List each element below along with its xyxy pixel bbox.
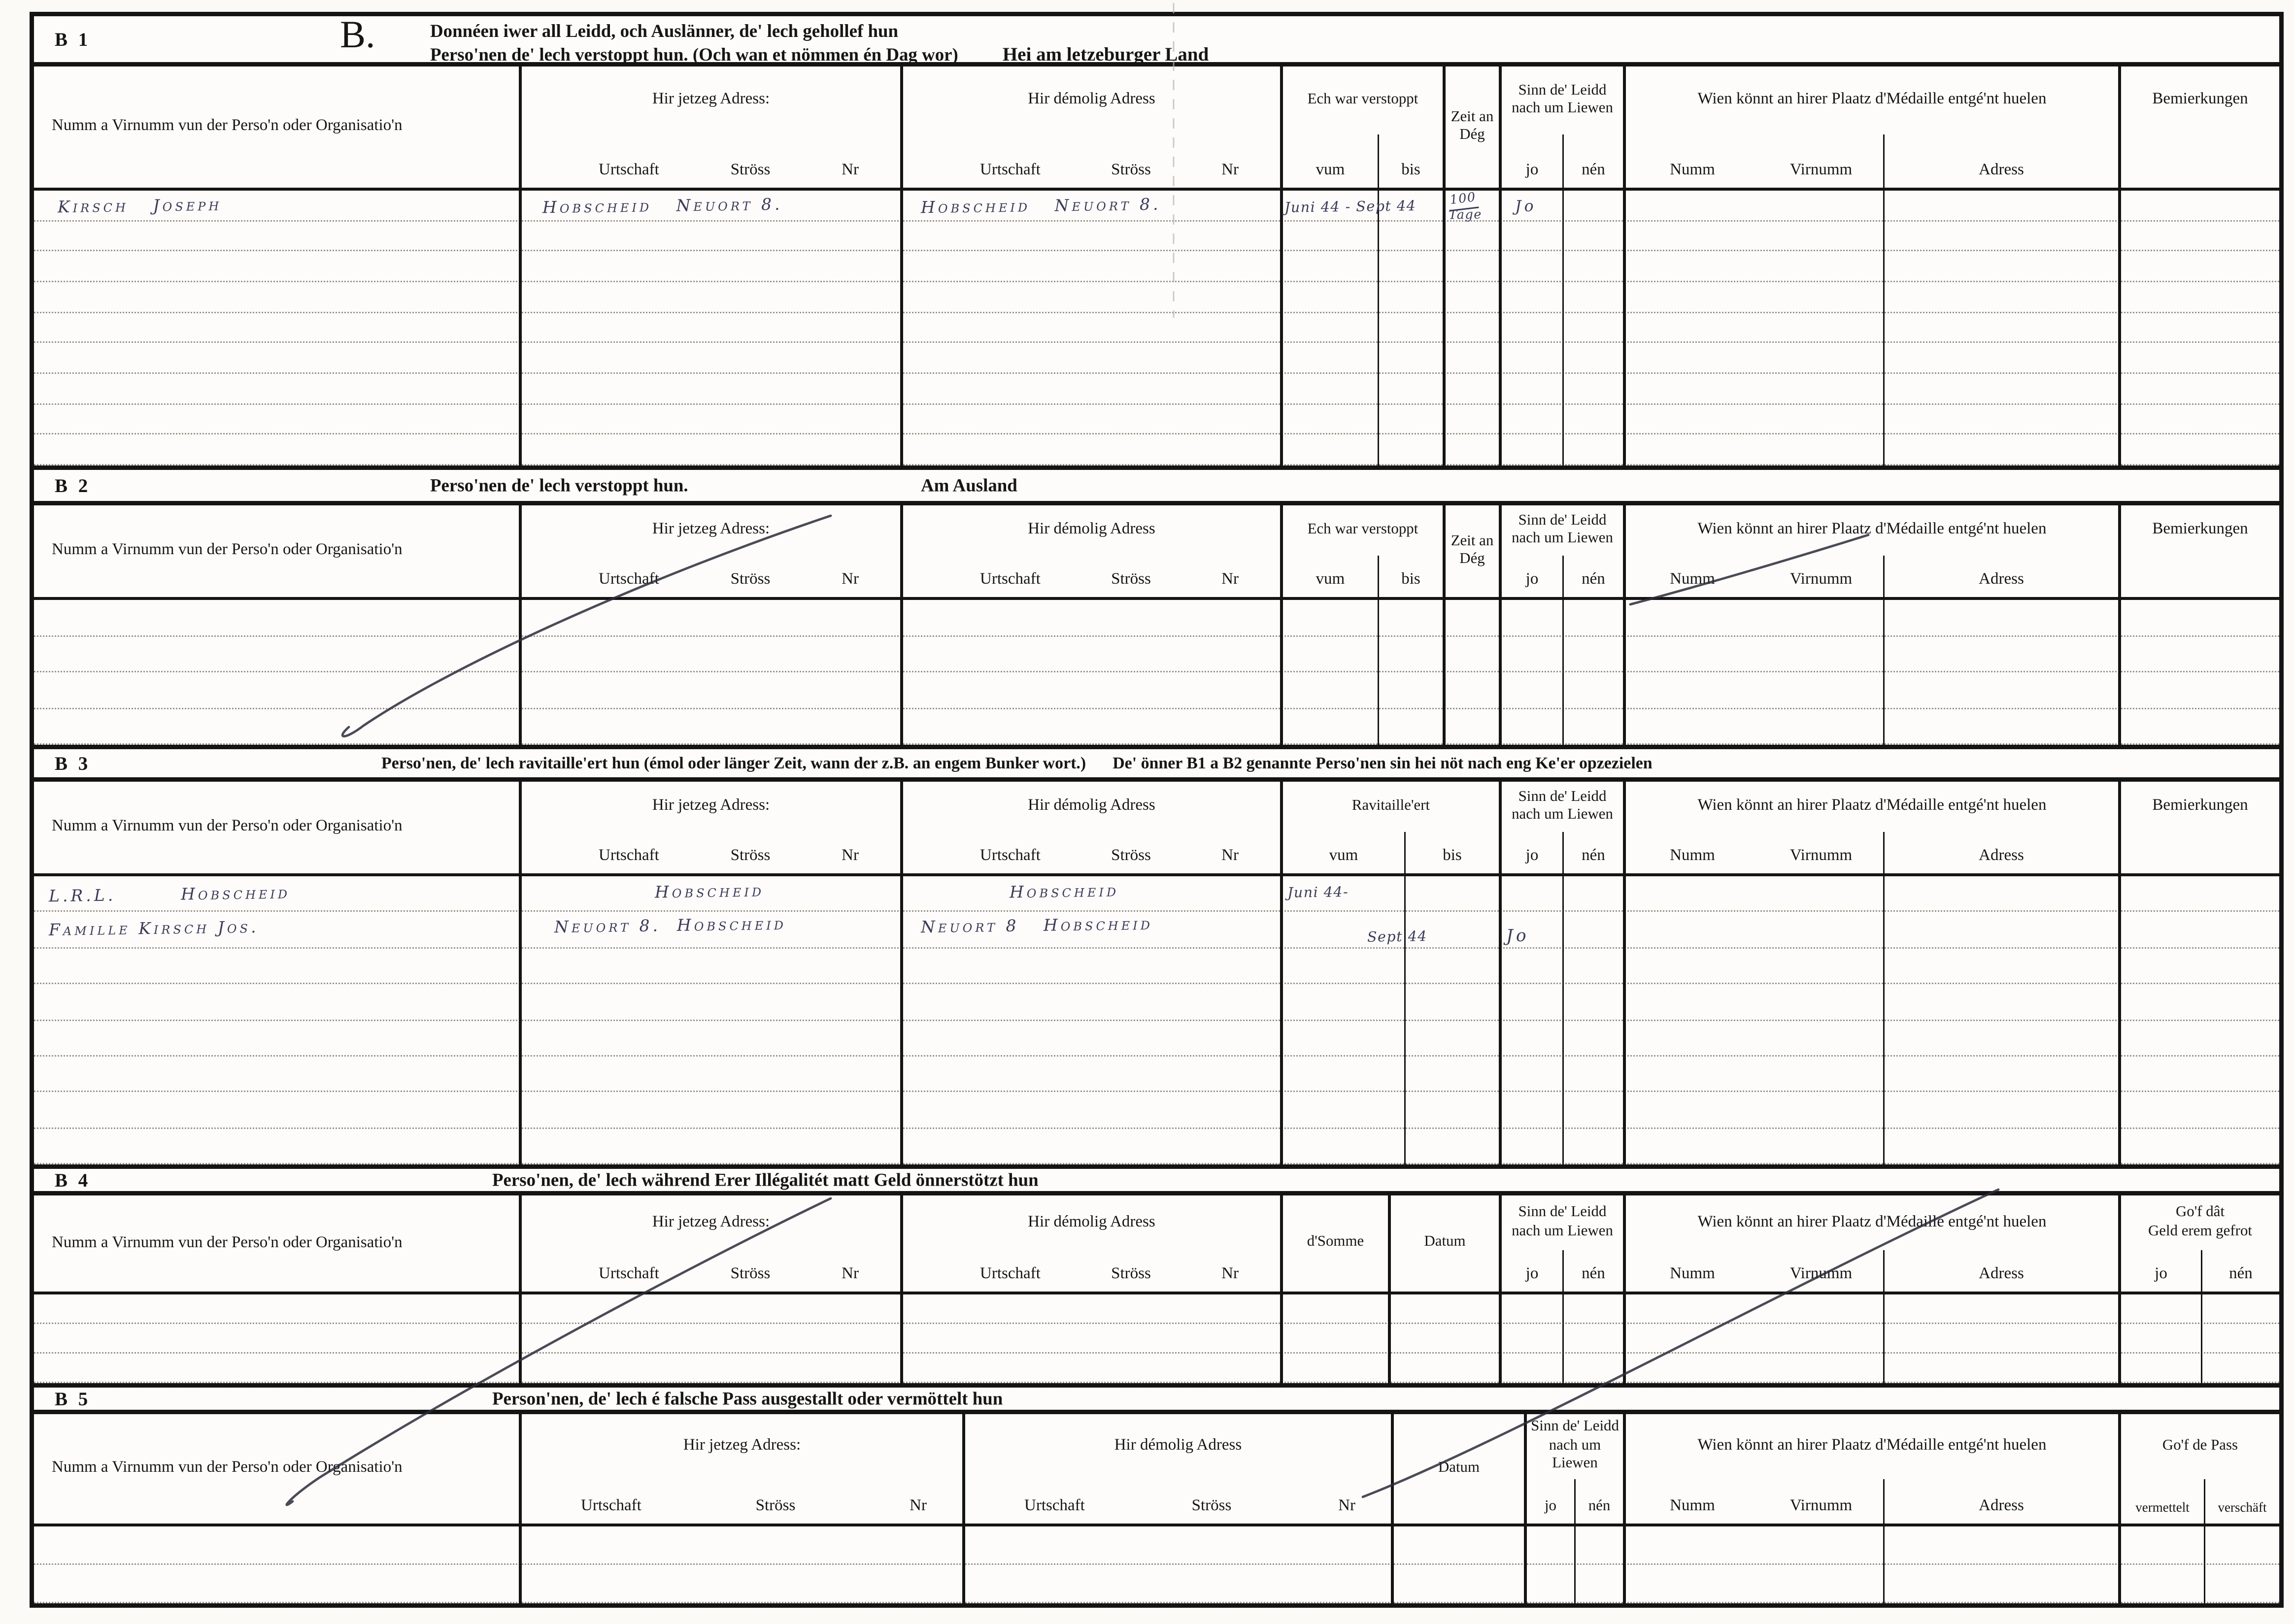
section-b1-title-line2: Perso'nen de' lech verstoppt hun. (Och wan et nömmen én Dag wor) [430,44,958,65]
b4-col-former-address: Hir démolig Adress [903,1195,1283,1250]
b2-body [34,600,2279,745]
sub-nr: Nr [842,570,859,588]
b1-col-name: Numm a Virnumm vun der Perso'n oder Organisatio'n [34,66,522,188]
b2-col-current-address-subs [522,556,903,597]
sub-nr: Nr [842,1264,859,1283]
b3-col-current-address: Hir jetzeg Adress: [522,782,903,832]
sub-numm: Numm [1670,1496,1715,1515]
b1-col-former-address-subs [903,134,1283,188]
col-rule [1283,191,1379,465]
sub-urtschaft: Urtschaft [599,1264,659,1283]
b5-column-header [34,1414,2279,1526]
col-rule [965,1526,1394,1603]
col-rule [1885,876,2121,1164]
b4-col-name: Numm a Virnumm vun der Perso'n oder Organisatio'n [34,1195,522,1292]
sub-virnumm: Virnumm [1759,832,1885,873]
sub-stross: Ströss [1111,570,1151,588]
b5-col-former-address-subs [965,1479,1394,1524]
b4-col-medal: Wien könnt an hirer Plaatz d'Médaille entgé'nt huelen [1626,1195,2121,1250]
col-rule [1576,1526,1626,1603]
b1-entry-former-address-handwriting: Hobscheid Neuort 8. [920,195,1161,218]
col-rule [1391,1294,1502,1383]
b1-col-alive: Sinn de' Leidd nach um Liewen [1502,66,1626,134]
section-b1-title-suffix: Hei am letzeburger Land [1002,43,1209,65]
sub-bis: bis [1379,134,1446,188]
b2-col-alive: Sinn de' Leidd nach um Liewen [1502,505,1626,556]
sub-numm: Numm [1670,1264,1715,1283]
b3-entry-current1-handwriting: Hobscheid [654,881,765,902]
col-rule [1379,600,1446,745]
sub-adress: Adress [1885,1479,2121,1524]
b1-entry-alive-handwriting: Jo [1515,198,1537,216]
b3-entry-vum-handwriting: Juni 44- [1287,885,1349,902]
col-rule [1283,600,1379,745]
b4-col-money-returned [2121,1195,2279,1250]
sub-adress: Adress [1885,832,2121,873]
b1-col-current-address-subs [522,134,903,188]
b2-col-current-address: Hir jetzeg Adress: [522,505,903,556]
b5-col-current-address: Hir jetzeg Adress: [522,1414,965,1479]
sub-urtschaft: Urtschaft [980,846,1041,864]
col-rule [1885,1526,2121,1603]
b4-gof-line1: Go'f dât [2175,1204,2225,1221]
sub-adress: Adress [1885,134,2121,188]
b2-column-header [34,505,2279,600]
section-b1-label: B 1 [55,27,91,50]
b3-col-remarks: Bemierkungen [2152,797,2248,815]
col-rule [1885,191,2121,465]
col-rule [1626,191,1759,465]
col-rule [522,1294,903,1383]
col-rule [1502,600,1564,745]
col-rule [1446,191,1502,465]
sub-vum: vum [1283,832,1406,873]
col-rule [1406,876,1502,1164]
sub-virnumm: Virnumm [1759,134,1885,188]
b3-entry-name1-handwriting: L.R.L. Hobscheid [48,883,291,906]
b1-column-header [34,66,2279,191]
section-b3-title-bar [34,745,2279,782]
b2-col-zeit: Zeit an Dég [1446,505,1502,597]
col-rule [522,1526,965,1603]
b2-col-medal: Wien könnt an hirer Plaatz d'Médaille entgé'nt huelen [1626,505,2121,556]
b2-body-columns [34,600,2279,745]
section-b3-label: B 3 [55,751,91,774]
b3-entry-name2-handwriting: Famille Kirsch Jos. [48,918,259,940]
section-b1-title-line1: Donnéen iwer all Leidd, och Auslänner, de' lech gehollef hun [430,21,899,41]
sub-nr: Nr [1221,1264,1239,1283]
sub-numm: Numm [1670,570,1715,588]
sub-jo: jo [1502,134,1564,188]
section-b3-title: Perso'nen, de' lech ravitaille'ert hun (émol oder länger Zeit, wann der z.B. an engem Bunker wort.) [381,754,1086,772]
b4-column-header [34,1195,2279,1294]
sub-nr: Nr [1338,1496,1355,1515]
sub-nen: nén [1564,832,1626,873]
sub-jo: jo [2121,1250,2202,1292]
sub-stross: Ströss [730,161,771,179]
col-rule [2121,191,2279,465]
col-rule [1502,191,1564,465]
sub-stross: Ströss [730,846,771,864]
sub-stross: Ströss [1111,161,1151,179]
section-b1-titles [430,21,1209,66]
col-rule [1759,1526,1885,1603]
col-rule [1759,600,1885,745]
section-b2-title: Perso'nen de' lech verstoppt hun. [430,474,688,495]
section-b5-title-bar [34,1383,2279,1414]
sub-nen: nén [1576,1479,1626,1524]
col-rule [1283,876,1406,1164]
col-rule [2202,1294,2279,1383]
b3-entry-bis-handwriting: Sept 44 [1367,929,1428,946]
sub-stross: Ströss [1111,846,1151,864]
col-rule [1502,1294,1564,1383]
b3-entry-alive-handwriting: Jo [1506,925,1529,946]
sub-stross: Ströss [730,570,771,588]
b1-entry-duration-days: 100 [1448,192,1479,211]
sub-virnumm: Virnumm [1759,556,1885,597]
sub-stross: Ströss [755,1496,796,1515]
b5-col-former-address: Hir démolig Adress [965,1414,1394,1479]
b1-col-medal: Wien könnt an hirer Plaatz d'Médaille entgé'nt huelen [1626,66,2121,134]
b2-col-hidden: Ech war verstoppt [1283,505,1446,556]
sub-numm: Numm [1670,846,1715,864]
b1-entry-name-handwriting: Kirsch Joseph [57,195,222,217]
b4-body-columns [34,1294,2279,1383]
sub-urtschaft: Urtschaft [581,1496,641,1515]
sub-urtschaft: Urtschaft [599,161,659,179]
col-rule [1885,1294,2121,1383]
col-rule [1759,1294,1885,1383]
b4-col-current-address: Hir jetzeg Adress: [522,1195,903,1250]
col-rule [522,600,903,745]
form-letter-b: B. [340,13,375,56]
col-rule [34,600,522,745]
b3-col-supplied: Ravitaille'ert [1283,782,1502,832]
b1-col-remarks: Bemierkungen [2152,91,2248,109]
b5-body-columns [34,1526,2279,1603]
b4-col-date: Datum [1391,1195,1502,1292]
b3-col-former-address: Hir démolig Adress [903,782,1283,832]
section-b4-title: Perso'nen, de' lech während Erer Illégalitét matt Geld önnerstötzt hun [492,1169,1039,1190]
col-rule [1283,1294,1391,1383]
section-b2-title-bar [34,465,2279,505]
col-rule [1564,1294,1626,1383]
col-rule [34,1526,522,1603]
b3-body-columns [34,876,2279,1164]
sub-urtschaft: Urtschaft [980,161,1041,179]
b3-body [34,876,2279,1164]
sub-jo: jo [1527,1479,1576,1524]
sub-verschaft: verschäft [2218,1500,2267,1515]
b3-col-name: Numm a Virnumm vun der Perso'n oder Organisatio'n [34,782,522,873]
sub-stross: Ströss [1191,1496,1232,1515]
b2-col-former-address: Hir démolig Adress [903,505,1283,556]
sub-nen: nén [1564,134,1626,188]
section-b4-label: B 4 [55,1168,91,1191]
sub-virnumm: Virnumm [1759,1250,1885,1292]
sub-nr: Nr [1221,846,1239,864]
b1-col-zeit: Zeit an Dég [1446,66,1502,188]
col-rule [1564,876,1626,1164]
b3-col-medal: Wien könnt an hirer Plaatz d'Médaille entgé'nt huelen [1626,782,2121,832]
sub-nen: nén [2229,1264,2253,1283]
b1-body [34,191,2279,465]
col-rule [1564,191,1626,465]
col-rule [1626,600,1759,745]
b3-col-alive: Sinn de' Leidd nach um Liewen [1502,782,1626,832]
col-rule [903,600,1283,745]
section-b3-titles [381,755,1653,772]
b1-entry-duration-unit: Tage [1448,207,1483,223]
b2-col-name: Numm a Virnumm vun der Perso'n oder Organisatio'n [34,505,522,597]
sub-vermettelt: vermettelt [2121,1479,2205,1524]
sub-nr: Nr [910,1496,927,1515]
sub-urtschaft: Urtschaft [599,846,659,864]
form-table [30,12,2284,1608]
b5-col-name: Numm a Virnumm vun der Perso'n oder Organisatio'n [34,1414,522,1524]
b4-col-current-address-subs [522,1250,903,1292]
sub-nen: nén [1564,556,1626,597]
sub-bis: bis [1406,832,1502,873]
sub-virnumm: Virnumm [1759,1479,1885,1524]
col-rule [1759,191,1885,465]
b1-entry-dates-handwriting: Juni 44 - Sept 44 [1284,199,1417,217]
sub-urtschaft: Urtschaft [599,570,659,588]
col-rule [1626,876,1759,1164]
sub-nr: Nr [1221,161,1239,179]
col-rule [903,191,1283,465]
b1-col-hidden: Ech war verstoppt [1283,66,1446,134]
section-b1-title-bar [34,13,2279,66]
col-rule [1564,600,1626,745]
sub-jo: jo [1502,832,1564,873]
sub-nr: Nr [842,846,859,864]
b2-col-former-address-subs [903,556,1283,597]
b1-entry-current-address-handwriting: Hobscheid Neuort 8. [542,195,783,218]
section-b3-title-suffix: De' önner B1 a B2 genannte Perso'nen sin hei nöt nach eng Ke'er opzezielen [1113,754,1653,772]
section-b2-title-suffix: Am Ausland [921,474,1017,495]
section-b4-title-bar [34,1164,2279,1195]
col-rule [522,191,903,465]
b3-entry-current2-handwriting: Neuort 8. Hobscheid [554,914,787,937]
b4-col-former-address-subs [903,1250,1283,1292]
b4-gof-line2: Geld erem gefrot [2148,1223,2253,1239]
col-rule [34,191,522,465]
sub-vum: vum [1283,556,1379,597]
section-b2-label: B 2 [55,473,91,496]
sub-numm: Numm [1670,161,1715,179]
col-rule [1885,600,2121,745]
sub-stross: Ströss [1111,1264,1151,1283]
b4-body [34,1294,2279,1383]
b1-col-former-address: Hir démolig Adress [903,66,1283,134]
b5-col-date: Datum [1394,1414,1527,1524]
sub-urtschaft: Urtschaft [1024,1496,1085,1515]
b3-entry-former1-handwriting: Hobscheid [1009,881,1119,902]
sub-jo: jo [1502,1250,1564,1292]
sub-nen: nén [1564,1250,1626,1292]
b3-column-header [34,782,2279,876]
section-b5-title: Person'nen, de' lech é falsche Pass ausgestallt oder vermöttelt hun [492,1388,1003,1408]
col-rule [2121,876,2279,1164]
b4-col-alive: Sinn de' Leidd nach um Liewen [1502,1195,1626,1250]
b1-body-columns [34,191,2279,465]
col-rule [2121,600,2279,745]
col-rule [1759,876,1885,1164]
col-rule [1626,1526,1759,1603]
sub-bis: bis [1379,556,1446,597]
b5-col-current-address-subs [522,1479,965,1524]
col-rule [2121,1526,2205,1603]
sub-urtschaft: Urtschaft [980,1264,1041,1283]
b1-col-current-address: Hir jetzeg Adress: [522,66,903,134]
sub-vum: vum [1283,134,1379,188]
b1-entry-duration-handwriting [1448,191,1483,224]
b3-col-current-address-subs [522,832,903,873]
col-rule [34,1294,522,1383]
col-rule [2121,1294,2202,1383]
col-rule [2205,1526,2279,1603]
sub-nr: Nr [1221,570,1239,588]
col-rule [1502,876,1564,1164]
b5-body [34,1526,2279,1603]
col-rule [1527,1526,1576,1603]
sub-urtschaft: Urtschaft [980,570,1041,588]
b4-col-amount: d'Somme [1283,1195,1391,1292]
sub-adress: Adress [1885,1250,2121,1292]
section-b5-label: B 5 [55,1387,91,1409]
b5-col-pass: Go'f de Pass [2162,1437,2238,1454]
b3-col-former-address-subs [903,832,1283,873]
b5-col-medal: Wien könnt an hirer Plaatz d'Médaille entgé'nt huelen [1626,1414,2121,1479]
b2-col-remarks: Bemierkungen [2152,521,2248,539]
sub-jo: jo [1502,556,1564,597]
col-rule [1626,1294,1759,1383]
sub-stross: Ströss [730,1264,771,1283]
b3-entry-former2-handwriting: Neuort 8 Hobscheid [920,914,1153,937]
col-rule [903,1294,1283,1383]
col-rule [1379,191,1446,465]
sub-nr: Nr [842,161,859,179]
sub-adress: Adress [1885,556,2121,597]
col-rule [1446,600,1502,745]
col-rule [1394,1526,1527,1603]
b5-col-alive: Sinn de' Leidd nach um Liewen [1527,1414,1626,1479]
